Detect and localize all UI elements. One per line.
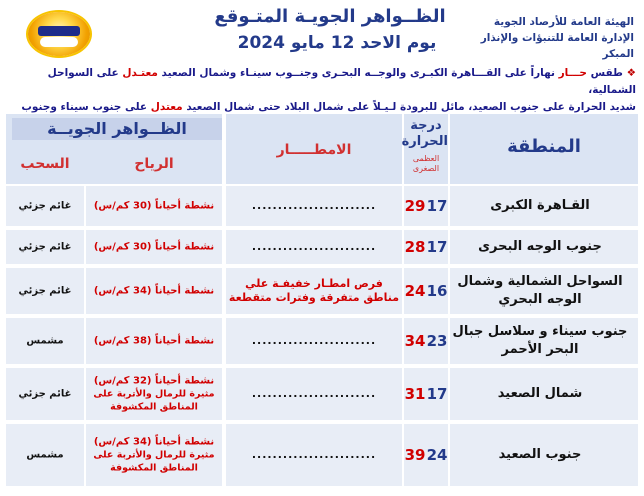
table-row bbox=[6, 424, 638, 486]
region-name: جنوب سيناء و سلاسل جبال البحر الأحمر bbox=[452, 324, 628, 357]
col-header-rain: الامطـــــار bbox=[276, 142, 352, 158]
table-row bbox=[6, 368, 638, 420]
cloud-value: غائم جزئي bbox=[18, 241, 72, 253]
max-temp-value: 39 bbox=[404, 446, 426, 464]
region-name: جنوب الوجه البحرى bbox=[478, 239, 602, 254]
cloud-value: مشمس bbox=[26, 449, 64, 461]
wind-cell bbox=[86, 230, 222, 264]
wind-speed: نشطة أحياناً (34 كم/س) bbox=[93, 436, 215, 448]
cloud-value: غائم جزئي bbox=[18, 200, 72, 212]
max-temp-value: 24 bbox=[404, 282, 426, 300]
max-temp-value: 31 bbox=[404, 385, 426, 403]
wind-cell bbox=[86, 268, 222, 314]
rain-cell bbox=[226, 318, 402, 364]
cloud-cell bbox=[6, 268, 84, 314]
max-temp-value: 34 bbox=[404, 332, 426, 350]
summary-line2-end: على جنوب سيناء وجنوب bbox=[21, 101, 148, 113]
page-title: الظــواهر الجويـة المتـوقع bbox=[214, 6, 446, 27]
organization bbox=[464, 14, 634, 62]
max-temp-value: 29 bbox=[404, 197, 426, 215]
cloud-cell bbox=[6, 186, 84, 226]
cloud-cell bbox=[6, 368, 84, 420]
cloud-value: غائم جزئي bbox=[18, 388, 72, 400]
min-temp-cell bbox=[426, 368, 448, 420]
forecast-table bbox=[6, 114, 638, 494]
rain-cell bbox=[226, 186, 402, 226]
rain-value: ........................ bbox=[251, 240, 377, 253]
org-line-2: الإدارة العامة للتنبؤات والإنذار المبكر bbox=[480, 32, 634, 60]
wind-cell bbox=[86, 318, 222, 364]
max-temp-value: 28 bbox=[404, 238, 426, 256]
rain-cell bbox=[226, 368, 402, 420]
wind-speed: نشطة أحياناً (38 كم/س) bbox=[93, 335, 215, 347]
min-temp-cell bbox=[426, 268, 448, 314]
wind-value bbox=[86, 241, 222, 254]
region-cell bbox=[450, 186, 638, 226]
wind-cell bbox=[86, 368, 222, 420]
cloud-cell bbox=[6, 318, 84, 364]
header bbox=[0, 0, 644, 62]
min-temp-value: 17 bbox=[426, 385, 448, 403]
rain-value: ........................ bbox=[251, 334, 377, 347]
wind-speed: نشطة أحياناً (32 كم/س) bbox=[93, 375, 215, 387]
min-temp-value: 17 bbox=[426, 238, 448, 256]
region-cell bbox=[450, 230, 638, 264]
col-header-wind: الرياح bbox=[134, 156, 174, 172]
col-header-cloud: السحب bbox=[20, 156, 70, 172]
min-temp-value: 17 bbox=[426, 197, 448, 215]
table-row bbox=[6, 268, 638, 314]
temp-min-label: الصغرى bbox=[412, 164, 440, 173]
wind-speed: نشطة أحياناً (30 كم/س) bbox=[93, 241, 215, 253]
wind-note: مثيرة للرمال والأتربة على المناطق المكشوفة bbox=[93, 449, 215, 474]
min-temp-cell bbox=[426, 318, 448, 364]
table-row bbox=[6, 230, 638, 264]
cloud-cell bbox=[6, 424, 84, 486]
logo-band bbox=[38, 26, 80, 36]
min-temp-value: 16 bbox=[426, 282, 448, 300]
region-name: القـاهرة الكبرى bbox=[490, 198, 590, 213]
min-temp-cell bbox=[426, 424, 448, 486]
region-cell bbox=[450, 318, 638, 364]
rain-cell bbox=[226, 230, 402, 264]
min-temp-value: 23 bbox=[426, 332, 448, 350]
region-name: شمال الصعيد bbox=[497, 386, 583, 401]
wind-value bbox=[86, 335, 222, 348]
region-cell bbox=[450, 368, 638, 420]
wind-cell bbox=[86, 424, 222, 486]
wind-note: مثيرة للرمال والأتربة على المناطق المكشوفة bbox=[93, 388, 215, 413]
wind-value bbox=[86, 200, 222, 213]
bullet-icon: ❖ bbox=[626, 67, 636, 79]
summary-p3: على السواحل الشمالية، bbox=[47, 67, 636, 96]
region-cell bbox=[450, 268, 638, 314]
summary-hot: حـــار bbox=[558, 67, 587, 79]
rain-cell bbox=[226, 424, 402, 486]
wind-value bbox=[86, 285, 222, 298]
rain-cell bbox=[226, 268, 402, 314]
wind-speed: نشطة أحياناً (34 كم/س) bbox=[93, 285, 215, 297]
summary-line2: شديد الحرارة على جنوب الصعيد، مائل للبرودة لـيـلاً على شمال البلاد حتى شمال الصعيد bbox=[186, 101, 636, 113]
table-row bbox=[6, 186, 638, 226]
col-header-temp: درجة الحرارة bbox=[401, 118, 448, 149]
summary-p2: نهاراً على القـــاهرة الكبـرى والوجــه البحـرى وجنــوب سينـاء وشمال الصعيد bbox=[161, 67, 555, 79]
ema-logo bbox=[28, 12, 90, 56]
wind-value bbox=[86, 436, 222, 475]
min-temp-cell bbox=[426, 186, 448, 226]
region-name: السواحل الشمالية وشمال الوجه البحري bbox=[457, 274, 623, 307]
forecast-date: يوم الاحد 12 مايو 2024 bbox=[237, 33, 437, 53]
wind-speed: نشطة أحياناً (30 كم/س) bbox=[93, 200, 215, 212]
summary-moderate-2: معتدل bbox=[150, 101, 183, 113]
summary-p1: طقس bbox=[590, 67, 623, 79]
rain-value: ........................ bbox=[251, 448, 377, 461]
min-temp-value: 24 bbox=[426, 446, 448, 464]
col-header-region: المنطقة bbox=[507, 136, 581, 157]
cloud-cell bbox=[6, 230, 84, 264]
summary-line-1 bbox=[8, 65, 636, 99]
org-line-1: الهيئة العامة للأرصاد الجوية bbox=[493, 16, 634, 28]
region-cell bbox=[450, 424, 638, 486]
rain-value: فرص امطـار خفيفـة علي مناطق متفرقة وفترات متقطعة bbox=[228, 277, 400, 304]
table-row bbox=[6, 318, 638, 364]
cloud-value: غائم جزئي bbox=[18, 285, 72, 297]
wind-value bbox=[86, 375, 222, 414]
cloud-value: مشمس bbox=[26, 335, 64, 347]
region-name: جنوب الصعيد bbox=[498, 447, 582, 462]
rain-value: ........................ bbox=[251, 199, 377, 212]
wind-cell bbox=[86, 186, 222, 226]
min-temp-cell bbox=[426, 230, 448, 264]
summary-moderate: معتـدل bbox=[122, 67, 158, 79]
cloud-icon bbox=[40, 37, 78, 47]
rain-value: ........................ bbox=[251, 387, 377, 400]
phenomena-header: الظــواهر الجويــة bbox=[12, 118, 222, 140]
temp-max-label: العظمى bbox=[412, 154, 440, 163]
temp-subheader bbox=[404, 154, 448, 174]
